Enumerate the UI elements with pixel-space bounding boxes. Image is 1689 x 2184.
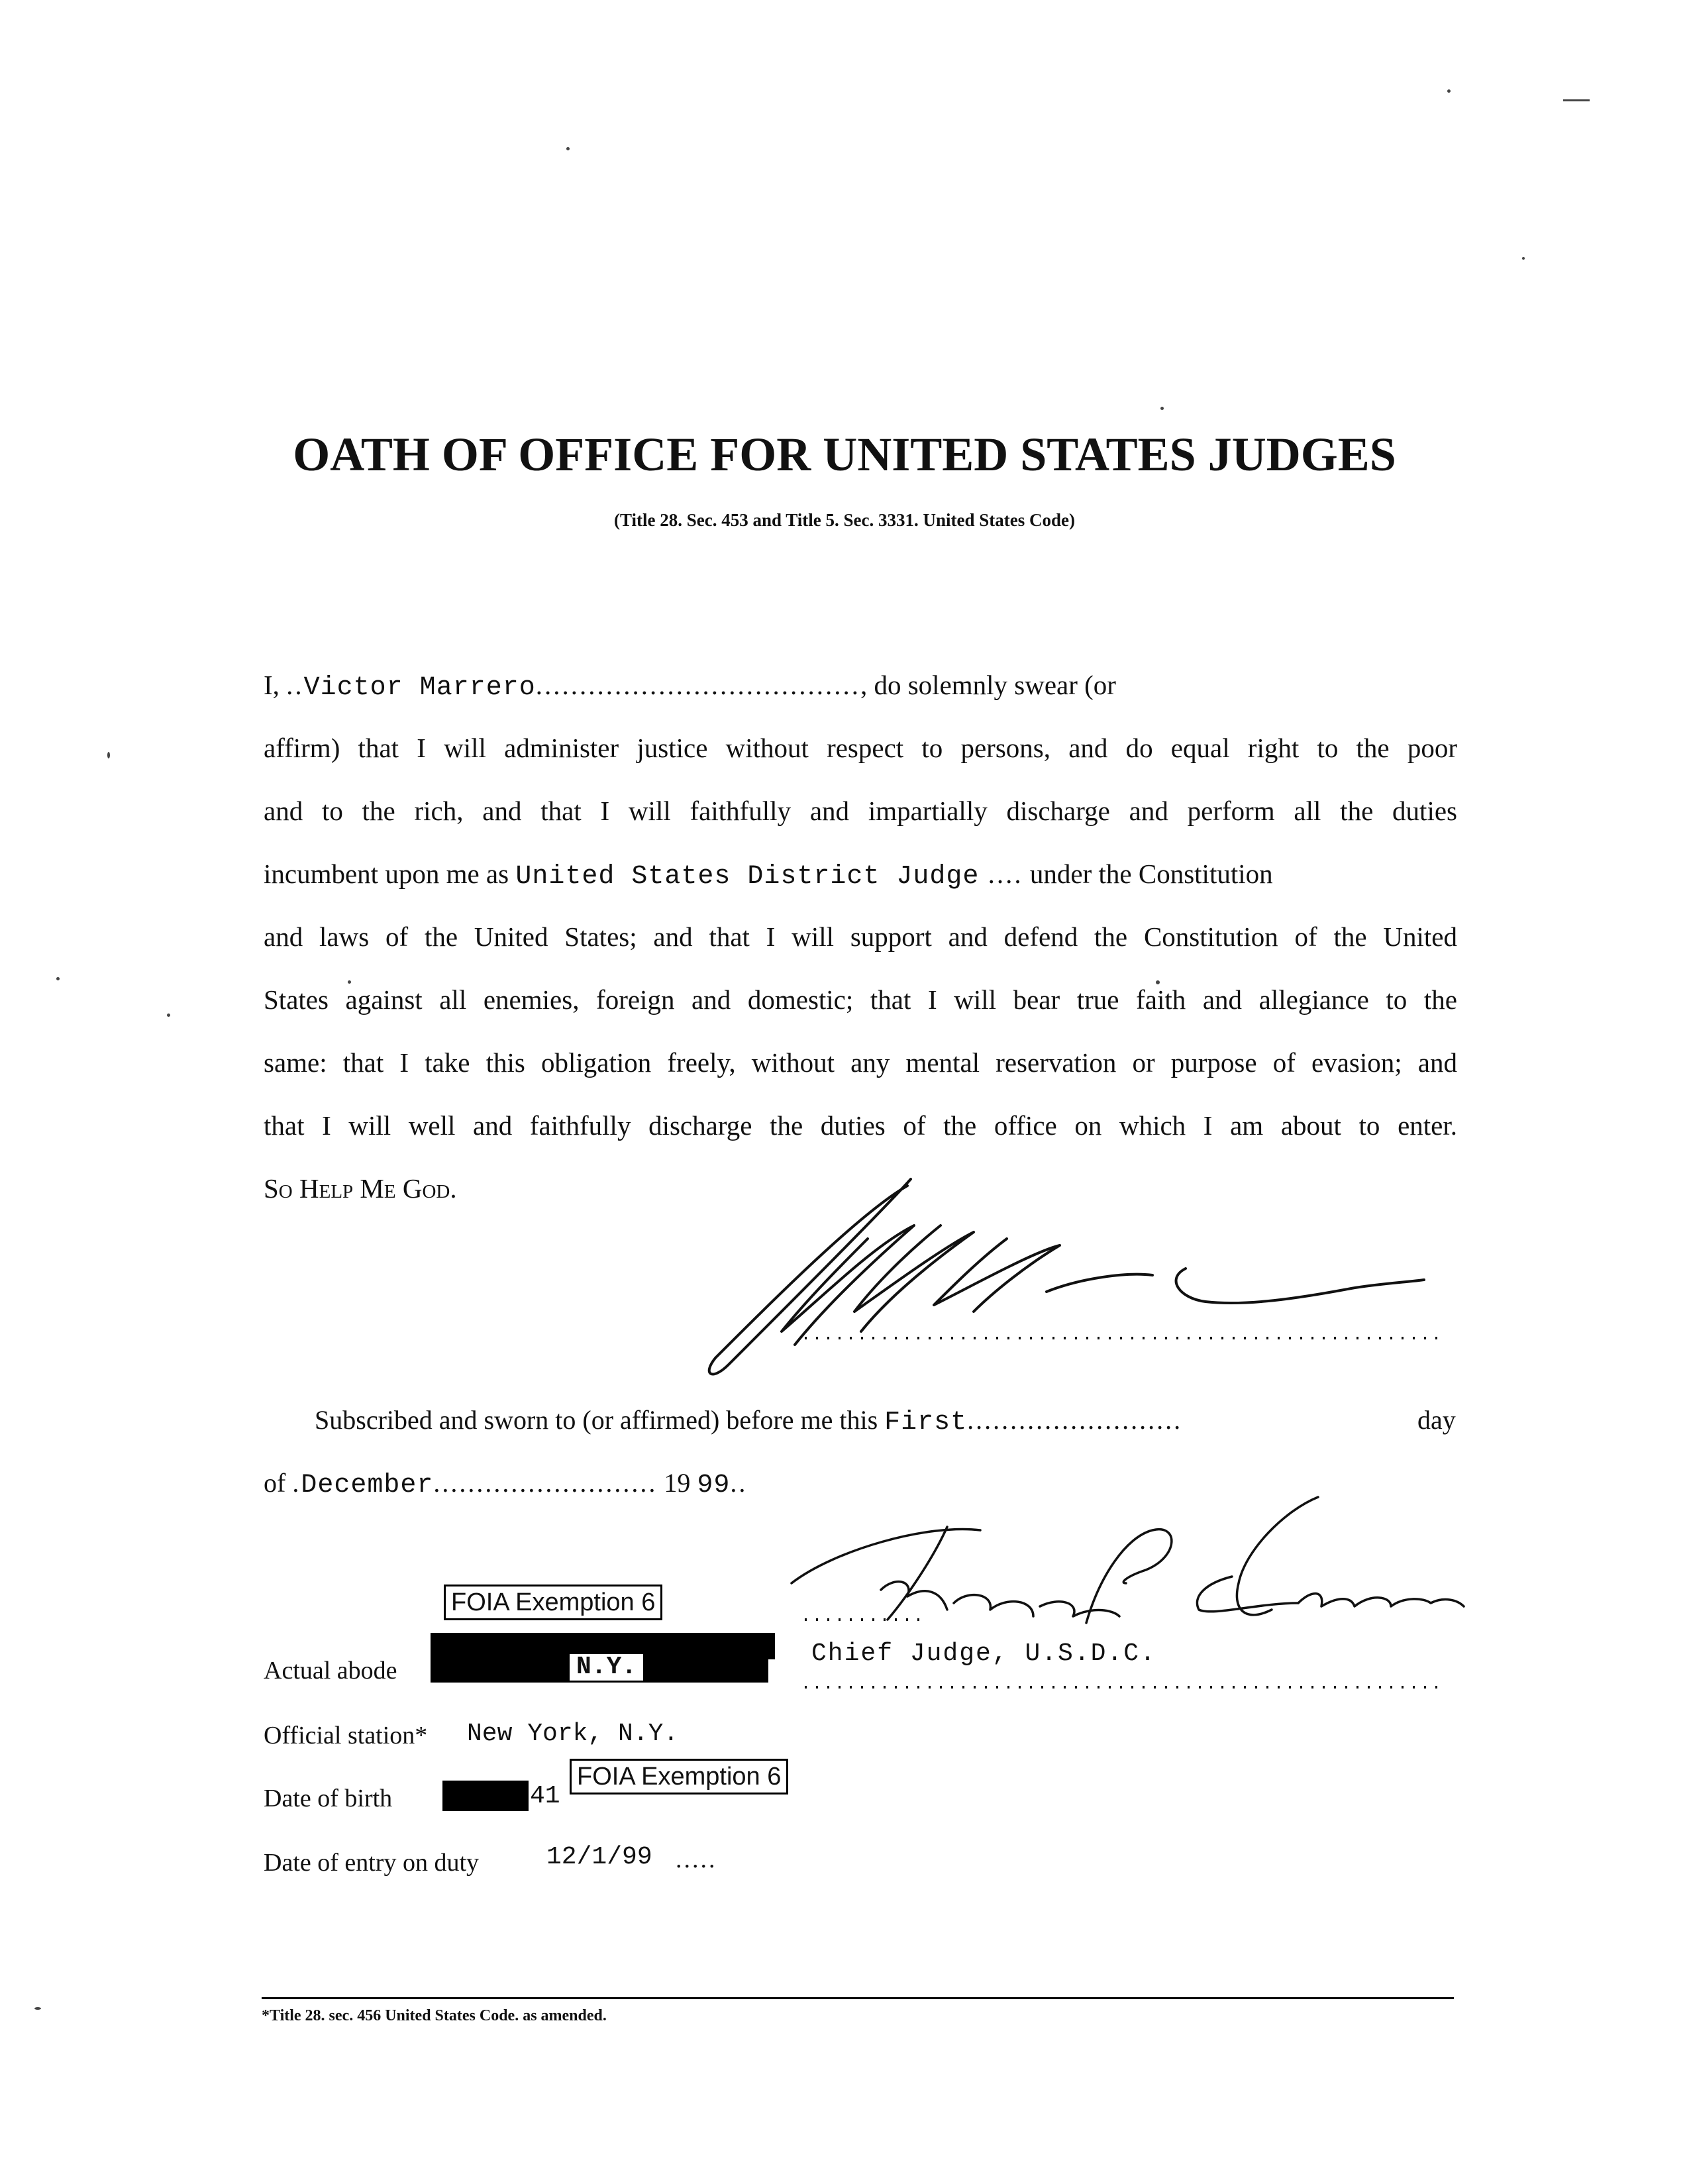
footnote: *Title 28. sec. 456 United States Code. as amended. xyxy=(262,2007,607,2024)
scan-speck xyxy=(348,980,351,984)
oath-line4-suffix: under the Constitution xyxy=(1029,858,1273,889)
foia-label-dob: FOIA Exemption 6 xyxy=(570,1759,788,1794)
sworn-month: December xyxy=(301,1471,434,1500)
dob-value: 41 xyxy=(530,1782,560,1810)
sworn-prefix: Subscribed and sworn to (or affirmed) before me this xyxy=(315,1405,878,1435)
actual-abode-value: N.Y. xyxy=(570,1654,643,1681)
footnote-rule xyxy=(262,1997,1454,1999)
scan-speck xyxy=(107,752,110,758)
scan-speck xyxy=(1160,407,1164,410)
oath-line-2: affirm) that I will administer justice without respect to persons, and do equal right to the poor xyxy=(264,733,1457,763)
scan-speck xyxy=(1563,99,1590,101)
dob-label: Date of birth xyxy=(264,1785,393,1812)
document-subtitle: (Title 28. Sec. 453 and Title 5. Sec. 3331. United States Code) xyxy=(614,510,1075,530)
redaction-bar xyxy=(442,1781,529,1811)
oath-line-6: States against all enemies, foreign and domestic; that I will bear true faith and allegiance to the xyxy=(264,984,1457,1015)
oath-name: Victor Marrero xyxy=(303,673,536,703)
scan-speck xyxy=(1522,257,1525,260)
oath-line4-prefix: incumbent upon me as xyxy=(264,858,509,889)
entry-date-label: Date of entry on duty xyxy=(264,1849,480,1877)
officer-title: Chief Judge, U.S.D.C. xyxy=(811,1639,1156,1668)
foia-label-abode: FOIA Exemption 6 xyxy=(444,1585,662,1620)
sworn-year-suffix: 99 xyxy=(697,1471,731,1500)
scan-speck xyxy=(1156,980,1160,984)
scan-speck xyxy=(167,1014,170,1017)
scan-speck xyxy=(56,977,60,980)
oath-line-3: and to the rich, and that I will faithfully and impartially discharge and perform all the duties xyxy=(264,796,1457,826)
scan-speck xyxy=(566,147,570,150)
sworn-day-label: day xyxy=(1417,1405,1456,1435)
sworn-line-1: Subscribed and sworn to (or affirmed) before me this First......................... xyxy=(315,1405,1183,1437)
sworn-line-2: of .December.......................... 19 99.. xyxy=(264,1468,748,1500)
oath-prefix: I, xyxy=(264,670,280,700)
oath-line-5: and laws of the United States; and that I will support and defend the Constitution of the United xyxy=(264,921,1457,952)
actual-abode-label: Actual abode xyxy=(264,1657,397,1685)
scan-speck xyxy=(34,2007,41,2010)
oath-line-1: I, ..Victor Marrero....................................., do solemnly swear (or xyxy=(264,670,1116,703)
scan-speck xyxy=(1447,89,1451,93)
sworn-day: First xyxy=(884,1408,968,1437)
oath-line-8: that I will well and faithfully discharge the duties of the office on which I am about to enter. xyxy=(264,1110,1457,1141)
entry-date-value: 12/1/99 xyxy=(546,1843,652,1871)
sworn-of-label: of xyxy=(264,1468,286,1498)
oath-line1-suffix: , do solemnly swear (or xyxy=(860,670,1116,700)
oath-line-4: incumbent upon me as United States District Judge .... under the Constitution xyxy=(264,858,1273,892)
oath-line-7: same: that I take this obligation freely, without any mental reservation or purpose of evasion; and xyxy=(264,1047,1457,1078)
sworn-year-prefix: 19 xyxy=(664,1468,691,1498)
oath-closing: So Help Me God. xyxy=(264,1173,457,1204)
official-station-label: Official station* xyxy=(264,1722,428,1749)
official-station-value: New York, N.Y. xyxy=(467,1720,679,1748)
oath-office: United States District Judge xyxy=(515,862,980,892)
document-title: OATH OF OFFICE FOR UNITED STATES JUDGES xyxy=(293,428,1396,481)
